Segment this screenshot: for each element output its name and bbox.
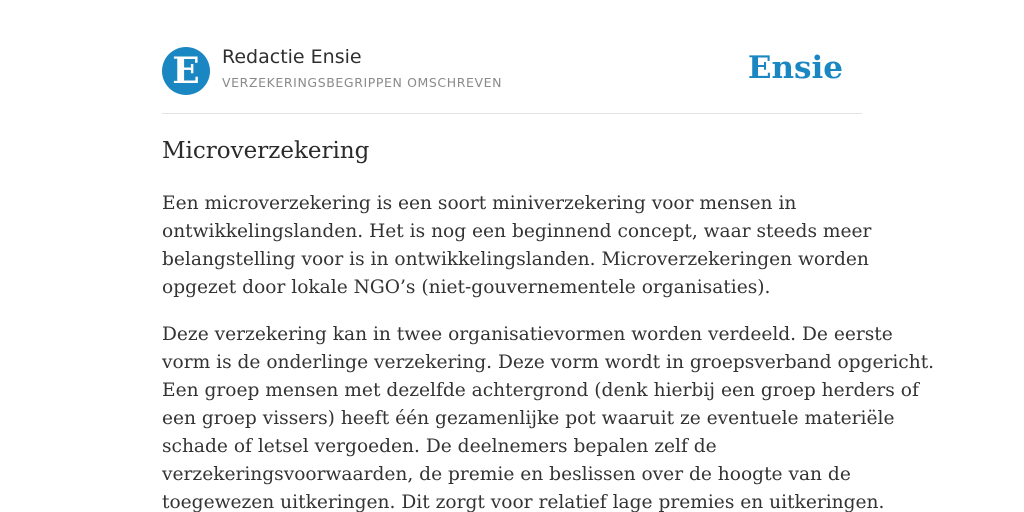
paragraph-1 xyxy=(162,190,872,302)
text-line: verzekeringsvoorwaarden, de premie en beslissen over de hoogte van de xyxy=(162,464,851,485)
text-line: belangstelling voor is in ontwikkelingslanden. Microverzekeringen worden xyxy=(162,249,869,270)
header xyxy=(162,0,862,114)
brand-logo[interactable]: Ensie xyxy=(747,50,843,86)
text-line: opgezet door lokale NGO’s (niet-gouvernementele organisaties). xyxy=(162,277,771,298)
author-name[interactable]: Redactie Ensie xyxy=(222,46,362,68)
paragraph-2 xyxy=(162,321,935,512)
article-title: Microverzekering xyxy=(162,138,370,164)
text-line: Een groep mensen met dezelfde achtergrond (denk hierbij een groep herders of xyxy=(162,380,919,401)
text-line: een groep vissers) heeft één gezamenlijke pot waaruit ze eventuele materiële xyxy=(162,408,895,429)
text-line: schade of letsel vergoeden. De deelnemers bepalen zelf de xyxy=(162,436,717,457)
article-body xyxy=(162,190,935,512)
text-line: Deze verzekering kan in twee organisatievormen worden verdeeld. De eerste xyxy=(162,324,893,345)
text-line: vorm is de onderlinge verzekering. Deze vorm wordt in groepsverband opgericht. xyxy=(162,352,935,373)
text-line: toegewezen uitkeringen. Dit zorgt voor relatief lage premies en uitkeringen. xyxy=(162,492,885,512)
author-subtitle: VERZEKERINGSBEGRIPPEN OMSCHREVEN xyxy=(222,75,503,90)
author-avatar[interactable]: E xyxy=(162,47,210,95)
content-container xyxy=(162,0,935,512)
text-line: ontwikkelingslanden. Het is nog een beginnend concept, waar steeds meer xyxy=(162,221,872,242)
text-line: Een microverzekering is een soort miniverzekering voor mensen in xyxy=(162,193,797,214)
